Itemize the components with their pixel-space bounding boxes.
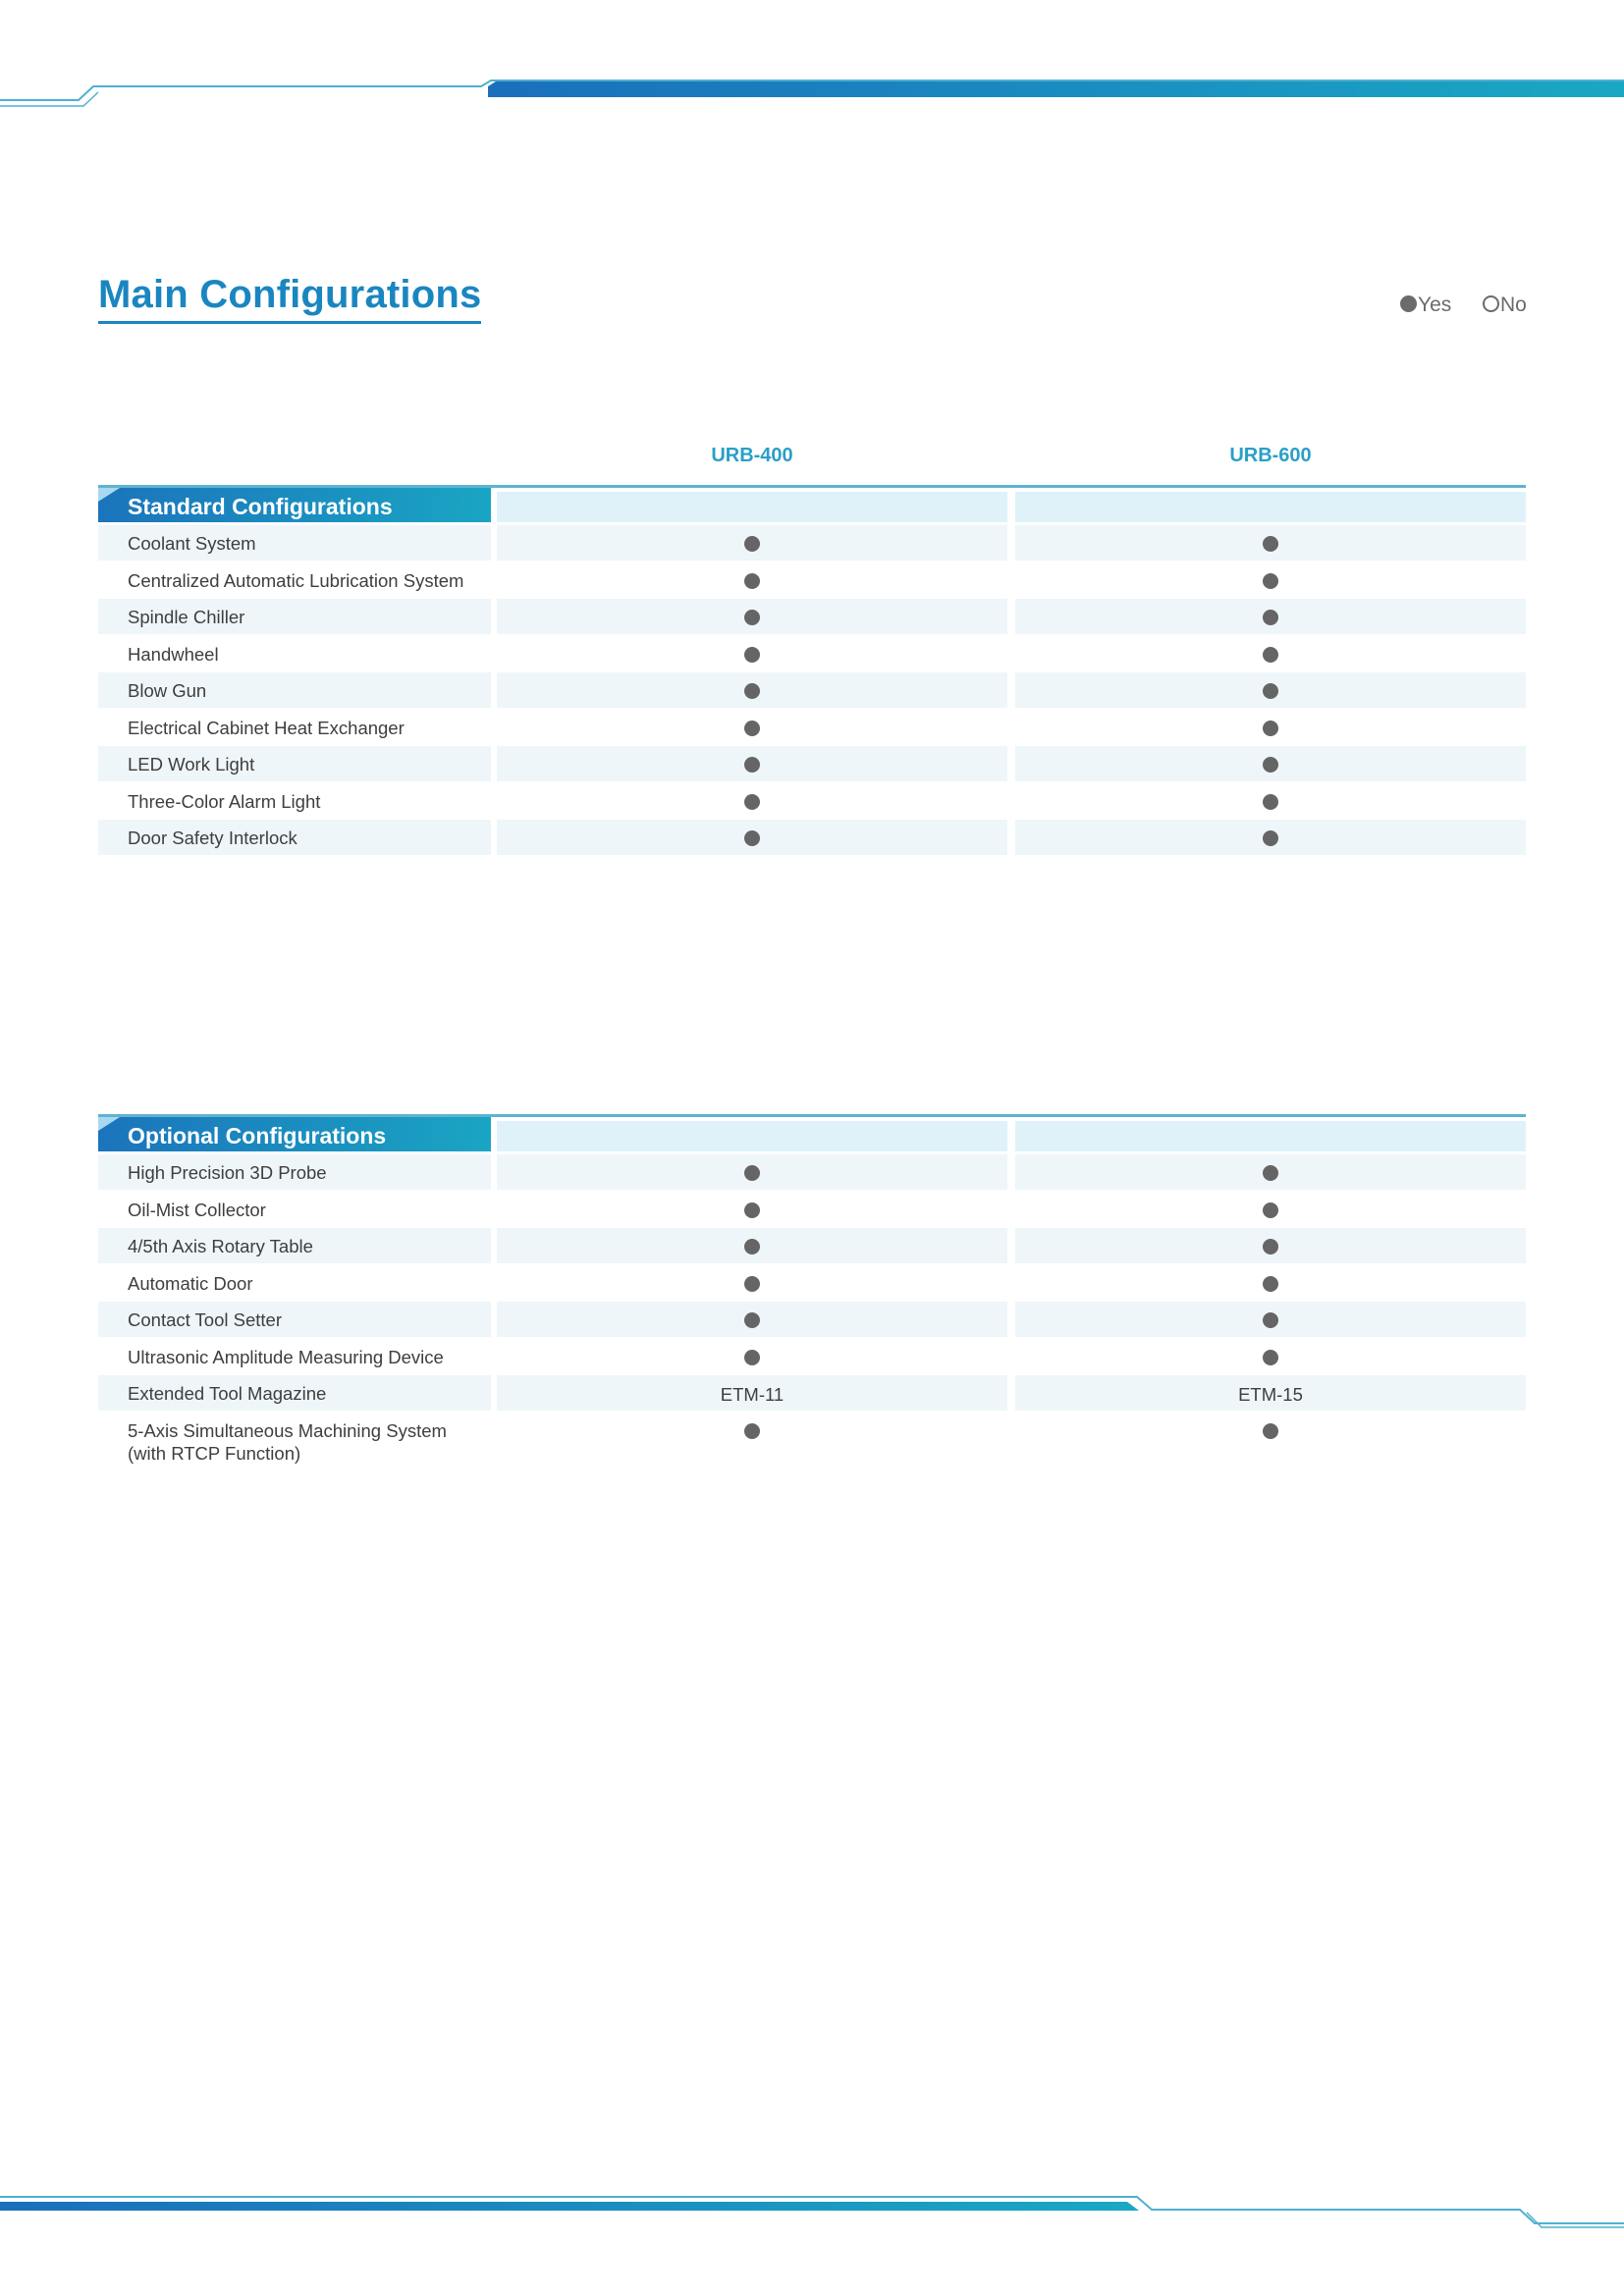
row-label-cell: [98, 1228, 491, 1263]
value-cell-urb-400: [497, 525, 1007, 561]
value-cell-urb-600: [1015, 1265, 1526, 1301]
row-label: LED Work Light: [128, 754, 255, 774]
value-cell-urb-400: [497, 1413, 1007, 1448]
value-cell-urb-600: [1015, 1375, 1526, 1411]
value-cell-urb-400: [497, 1339, 1007, 1374]
value-cell-urb-600: [1015, 1228, 1526, 1263]
table-row: [98, 672, 1526, 708]
row-label: Coolant System: [128, 533, 256, 554]
yes-dot-icon: [1263, 794, 1278, 810]
yes-dot-icon: [744, 1276, 760, 1292]
value-cell-urb-600: [1015, 746, 1526, 781]
model-header-urb-600: URB-600: [1229, 445, 1312, 466]
corner-accent-icon: [98, 1117, 120, 1131]
table-row: [98, 1339, 1526, 1374]
yes-dot-icon: [1263, 757, 1278, 773]
value-cell-urb-400: [497, 1375, 1007, 1411]
row-label: Oil-Mist Collector: [128, 1199, 266, 1220]
value-cell-urb-400: [497, 1228, 1007, 1263]
yes-dot-icon: [744, 683, 760, 699]
header-cell-b: [1015, 1121, 1526, 1151]
yes-dot-icon: [744, 1423, 760, 1439]
row-label-cell: [98, 1413, 491, 1464]
yes-dot-icon: [744, 1350, 760, 1365]
row-label: Spindle Chiller: [128, 607, 245, 627]
value-cell-urb-600: [1015, 636, 1526, 671]
row-label-cell: [98, 1265, 491, 1301]
row-label-cell: [98, 710, 491, 745]
row-label: 4/5th Axis Rotary Table: [128, 1236, 313, 1256]
value-cell-urb-600: [1015, 1413, 1526, 1448]
yes-dot-icon: [1263, 1276, 1278, 1292]
table-row: [98, 783, 1526, 819]
yes-dot-icon: [1263, 1165, 1278, 1181]
yes-dot-icon: [744, 830, 760, 846]
value-cell-urb-400: [497, 599, 1007, 634]
top-decorative-band: [0, 69, 1624, 118]
model-header-urb-400: URB-400: [711, 445, 793, 466]
value-cell-urb-400: [497, 820, 1007, 855]
page-title: Main Configurations: [98, 273, 481, 324]
yes-dot-icon: [744, 536, 760, 552]
legend-yes: [1400, 294, 1451, 317]
value-text: ETM-11: [720, 1384, 785, 1405]
row-label-cell: [98, 672, 491, 708]
row-label-cell: [98, 525, 491, 561]
yes-dot-icon: [744, 1239, 760, 1255]
bottom-decorative-band: [0, 2184, 1624, 2243]
yes-dot-icon: [1263, 1312, 1278, 1328]
header-cell-b: [1015, 492, 1526, 522]
row-label: Handwheel: [128, 643, 219, 665]
value-cell-urb-600: [1015, 525, 1526, 561]
yes-dot-icon: [1263, 573, 1278, 589]
row-label: Blow Gun: [128, 680, 207, 701]
table-row: [98, 636, 1526, 671]
value-cell-urb-400: [497, 1265, 1007, 1301]
yes-dot-icon: [1263, 1202, 1278, 1218]
yes-dot-icon: [1263, 1239, 1278, 1255]
table-row: [98, 599, 1526, 634]
corner-accent-icon: [98, 488, 120, 502]
yes-dot-icon: [1263, 610, 1278, 625]
legend-no: [1483, 294, 1527, 317]
value-cell-urb-400: [497, 1154, 1007, 1190]
yes-dot-icon: [1263, 1350, 1278, 1365]
table-row: [98, 1375, 1526, 1411]
row-label-cell: [98, 1302, 491, 1337]
yes-dot-icon: [1263, 721, 1278, 736]
yes-dot-icon: [1263, 830, 1278, 846]
header-cell-a: [497, 492, 1007, 522]
row-label: Ultrasonic Amplitude Measuring Device: [128, 1346, 444, 1367]
value-cell-urb-400: [497, 562, 1007, 598]
value-cell-urb-600: [1015, 783, 1526, 819]
table-row: [98, 1228, 1526, 1263]
value-cell-urb-600: [1015, 672, 1526, 708]
section-header: [98, 1117, 1526, 1151]
value-cell-urb-400: [497, 783, 1007, 819]
value-cell-urb-400: [497, 710, 1007, 745]
table-row: [98, 562, 1526, 598]
section-title-box: [98, 1117, 491, 1151]
yes-dot-icon: [1263, 536, 1278, 552]
value-text: ETM-15: [1238, 1384, 1303, 1405]
row-label-cell: [98, 1375, 491, 1411]
table-row: [98, 1265, 1526, 1301]
row-label: Contact Tool Setter: [128, 1309, 282, 1330]
yes-dot-icon: [744, 573, 760, 589]
section-title: Standard Configurations: [128, 494, 393, 519]
yes-dot-icon: [744, 1312, 760, 1328]
hollow-circle-icon: [1483, 295, 1499, 312]
value-cell-urb-400: [497, 636, 1007, 671]
table-row: [98, 1413, 1526, 1464]
row-label: Centralized Automatic Lubrication System: [128, 569, 464, 591]
legend-no-label: No: [1500, 294, 1527, 316]
value-cell-urb-600: [1015, 710, 1526, 745]
row-label: Automatic Door: [128, 1272, 253, 1294]
row-label-cell: [98, 599, 491, 634]
table-row: [98, 1302, 1526, 1337]
table-row: [98, 1192, 1526, 1227]
value-cell-urb-600: [1015, 1192, 1526, 1227]
yes-dot-icon: [744, 1165, 760, 1181]
row-label: Extended Tool Magazine: [128, 1383, 327, 1404]
header-cell-a: [497, 1121, 1007, 1151]
yes-dot-icon: [744, 1202, 760, 1218]
value-cell-urb-600: [1015, 820, 1526, 855]
table-row: [98, 710, 1526, 745]
row-label-cell: [98, 1192, 491, 1227]
row-label-cell: [98, 1339, 491, 1374]
yes-dot-icon: [744, 757, 760, 773]
legend-yes-label: Yes: [1418, 294, 1452, 316]
yes-dot-icon: [744, 610, 760, 625]
yes-dot-icon: [1263, 683, 1278, 699]
yes-dot-icon: [1263, 1423, 1278, 1439]
row-label-cell: [98, 820, 491, 855]
value-cell-urb-600: [1015, 1339, 1526, 1374]
table-row: [98, 820, 1526, 855]
section-header: [98, 488, 1526, 522]
value-cell-urb-600: [1015, 599, 1526, 634]
value-cell-urb-600: [1015, 1154, 1526, 1190]
row-label-cell: [98, 636, 491, 671]
section-title-box: [98, 488, 491, 522]
yes-dot-icon: [744, 647, 760, 663]
value-cell-urb-400: [497, 672, 1007, 708]
value-cell-urb-400: [497, 1302, 1007, 1337]
row-label: High Precision 3D Probe: [128, 1162, 327, 1183]
row-label: Three-Color Alarm Light: [128, 790, 321, 812]
table-row: [98, 1154, 1526, 1190]
table-row: [98, 746, 1526, 781]
row-label-cell: [98, 783, 491, 819]
yes-dot-icon: [744, 721, 760, 736]
row-label: 5-Axis Simultaneous Machining System (with RTCP Function): [128, 1419, 447, 1464]
filled-circle-icon: [1400, 295, 1417, 312]
yes-dot-icon: [1263, 647, 1278, 663]
table-row: [98, 525, 1526, 561]
row-label-cell: [98, 746, 491, 781]
row-label-cell: [98, 562, 491, 598]
row-label: Electrical Cabinet Heat Exchanger: [128, 717, 405, 738]
row-label-cell: [98, 1154, 491, 1190]
yes-dot-icon: [744, 794, 760, 810]
value-cell-urb-400: [497, 1192, 1007, 1227]
value-cell-urb-600: [1015, 1302, 1526, 1337]
section-title: Optional Configurations: [128, 1123, 387, 1148]
value-cell-urb-600: [1015, 562, 1526, 598]
value-cell-urb-400: [497, 746, 1007, 781]
row-label: Door Safety Interlock: [128, 828, 298, 848]
